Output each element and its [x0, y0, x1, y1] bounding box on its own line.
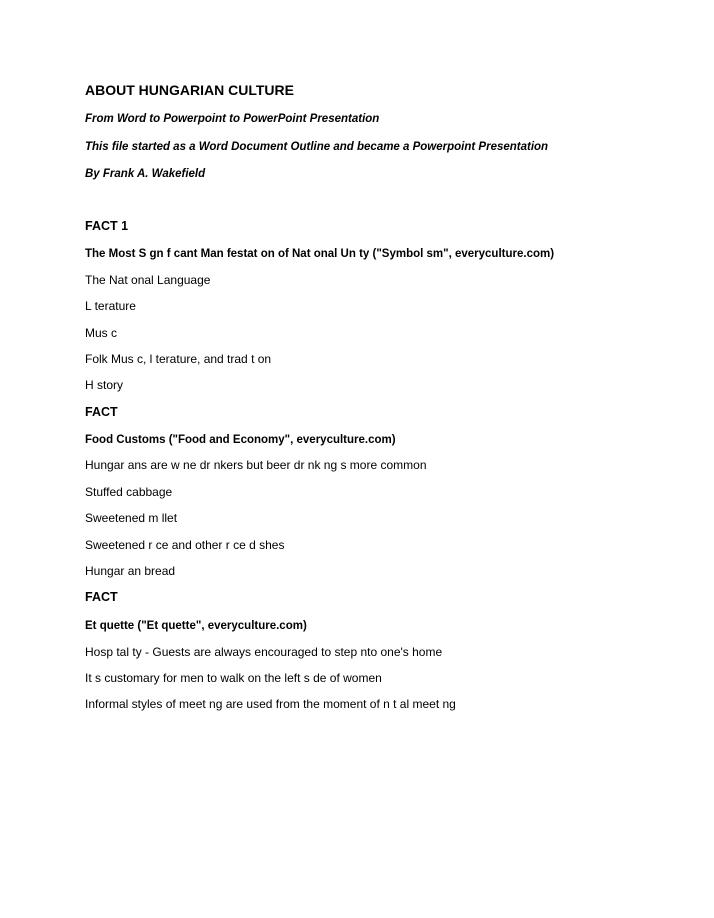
list-item: Hosp tal ty - Guests are always encouraged to step nto one's home [85, 645, 443, 659]
list-item: Hungar ans are w ne dr nkers but beer dr nk ng s more common [85, 458, 427, 472]
list-item: Informal styles of meet ng are used from the moment of n t al meet ng [85, 697, 456, 711]
subtitle-line: This file started as a Word Document Outline and became a Powerpoint Presentation [85, 141, 549, 153]
list-item: Sweetened r ce and other r ce d shes [85, 538, 285, 552]
fact-label: FACT 1 [85, 219, 129, 233]
list-item: L terature [85, 299, 136, 313]
list-item: Hungar an bread [85, 564, 176, 578]
list-item: Sweetened m llet [85, 511, 178, 525]
list-item: The Nat onal Language [85, 273, 211, 287]
section-heading: The Most S gn f cant Man festat on of Nat onal Un ty ("Symbol sm", everyculture.com) [85, 248, 555, 260]
list-item: H story [85, 378, 124, 392]
section-heading: Food Customs ("Food and Economy", everyculture.com) [85, 434, 396, 446]
list-item: Stuffed cabbage [85, 485, 173, 499]
subtitle-line: From Word to Powerpoint to PowerPoint Presentation [85, 113, 380, 125]
document-title: ABOUT HUNGARIAN CULTURE [85, 82, 294, 98]
author-line: By Frank A. Wakefield [85, 168, 206, 180]
list-item: It s customary for men to walk on the left s de of women [85, 671, 382, 685]
fact-label: FACT [85, 590, 118, 604]
list-item: Mus c [85, 326, 118, 340]
list-item: Folk Mus c, l terature, and trad t on [85, 352, 272, 366]
fact-label: FACT [85, 405, 118, 419]
section-heading: Et quette ("Et quette", everyculture.com) [85, 620, 307, 632]
